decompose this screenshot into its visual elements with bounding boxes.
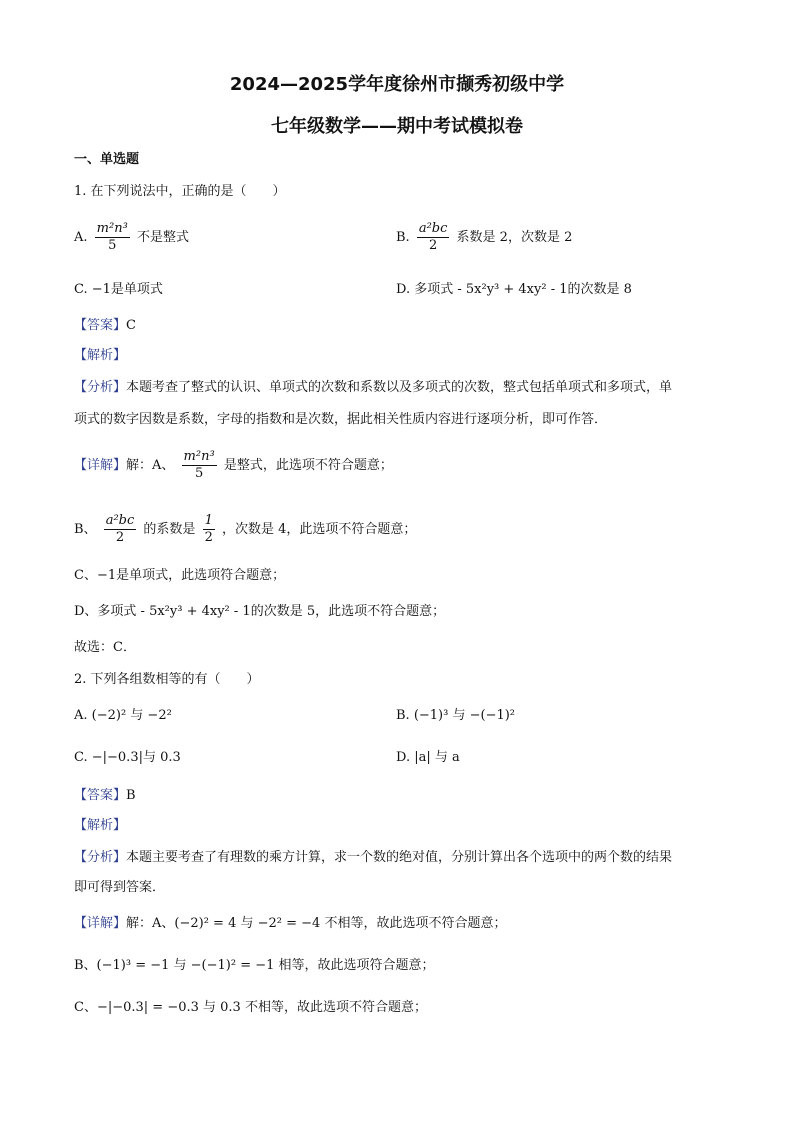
q1-analysis-tag: 【解析】	[74, 348, 127, 363]
q1-analysis-line2: 项式的数字因数是系数，字母的指数和是次数，据此相关性质内容进行逐项分析，即可作答．	[74, 412, 608, 427]
q1-analysis-line1	[74, 378, 672, 398]
answer-tag: 【答案】	[74, 788, 127, 803]
q2-analysis-line1	[74, 848, 672, 868]
detail-label: 【详解】	[74, 458, 127, 473]
q2-option-c: C. −|−0.3|与 0.3	[74, 750, 181, 765]
fraction-denominator: 2	[204, 530, 213, 545]
q1-option-b	[396, 218, 572, 258]
q1-option-a-text: 不是整式	[136, 230, 189, 245]
analysis-label: 【分析】	[74, 380, 127, 395]
fraction-denominator: 2	[115, 530, 125, 545]
q1-answer	[74, 316, 136, 336]
detail-b-coef-fraction	[203, 513, 215, 546]
q1-option-c: C. −1是单项式	[74, 282, 163, 297]
q1-stem: 1. 在下列说法中，正确的是（ ）	[74, 184, 286, 199]
detail-b-mid: 的系数是	[143, 522, 196, 537]
fraction-numerator: m²n³	[96, 221, 128, 236]
q2-analysis-tag: 【解析】	[74, 818, 127, 833]
detail-a-text: 解：A、(−2)² = 4 与 −2² = −4 不相等，故此选项不符合题意；	[126, 916, 507, 931]
q1-option-b-label: B.	[396, 230, 410, 245]
analysis-label: 【分析】	[74, 850, 127, 865]
q1-option-a	[74, 218, 189, 258]
detail-a-text: 是整式，此选项不符合题意；	[223, 458, 393, 473]
q1-detail-b	[74, 510, 416, 550]
analysis-text: 本题考查了整式的认识、单项式的次数和系数以及多项式的次数，整式包括单项式和多项式，单	[126, 380, 673, 395]
answer-value: B	[126, 788, 136, 803]
q2-analysis-line2: 即可得到答案．	[74, 880, 166, 895]
q2-stem: 2. 下列各组数相等的有（ ）	[74, 672, 260, 687]
answer-value: C	[126, 318, 136, 333]
q1-detail-d: D、多项式 - 5x²y³ + 4xy² - 1的次数是 5，此选项不符合题意；	[74, 604, 446, 619]
section-heading: 一、单选题	[74, 152, 140, 167]
q1-option-a-fraction	[95, 221, 130, 254]
fraction-numerator: m²n³	[183, 449, 215, 464]
q2-answer	[74, 786, 136, 806]
fraction-denominator: 5	[194, 466, 204, 481]
q1-option-b-fraction	[417, 221, 450, 254]
detail-a-fraction	[182, 449, 217, 482]
detail-b-fraction	[104, 513, 137, 546]
detail-label: 【详解】	[74, 916, 127, 931]
detail-a-prefix: 解：A、	[126, 458, 175, 473]
q1-detail-c: C、−1是单项式，此选项符合题意；	[74, 568, 286, 583]
answer-tag: 【答案】	[74, 318, 127, 333]
q2-detail-a	[74, 914, 506, 934]
q2-option-b: B. (−1)³ 与 −(−1)²	[396, 708, 516, 723]
q2-option-d: D. |a| 与 a	[396, 750, 460, 765]
q1-option-b-text: 系数是 2，次数是 2	[456, 230, 573, 245]
q1-detail-a	[74, 446, 393, 486]
document-subtitle: 七年级数学——期中考试模拟卷	[271, 116, 523, 137]
q2-detail-b: B、(−1)³ = −1 与 −(−1)² = −1 相等，故此选项符合题意；	[74, 958, 435, 973]
fraction-denominator: 5	[108, 238, 117, 253]
fraction-denominator: 2	[428, 238, 438, 253]
q2-option-a: A. (−2)² 与 −2²	[74, 708, 172, 723]
document-title: 2024—2025学年度徐州市撷秀初级中学	[229, 74, 565, 95]
detail-b-text: ，次数是 4，此选项不符合题意；	[222, 522, 417, 537]
q1-option-d: D. 多项式 - 5x²y³ + 4xy² - 1的次数是 8	[396, 282, 632, 297]
fraction-numerator: 1	[204, 513, 213, 528]
analysis-text: 本题主要考查了有理数的乘方计算，求一个数的绝对值，分别计算出各个选项中的两个数的结果	[126, 850, 673, 865]
fraction-numerator: a²bc	[105, 513, 135, 528]
q2-detail-c: C、−|−0.3| = −0.3 与 0.3 不相等，故此选项不符合题意；	[74, 1000, 427, 1015]
q1-option-a-label: A.	[74, 230, 88, 245]
detail-b-prefix: B、	[74, 522, 97, 537]
q1-choose: 故选：C．	[74, 640, 136, 655]
fraction-numerator: a²bc	[418, 221, 448, 236]
